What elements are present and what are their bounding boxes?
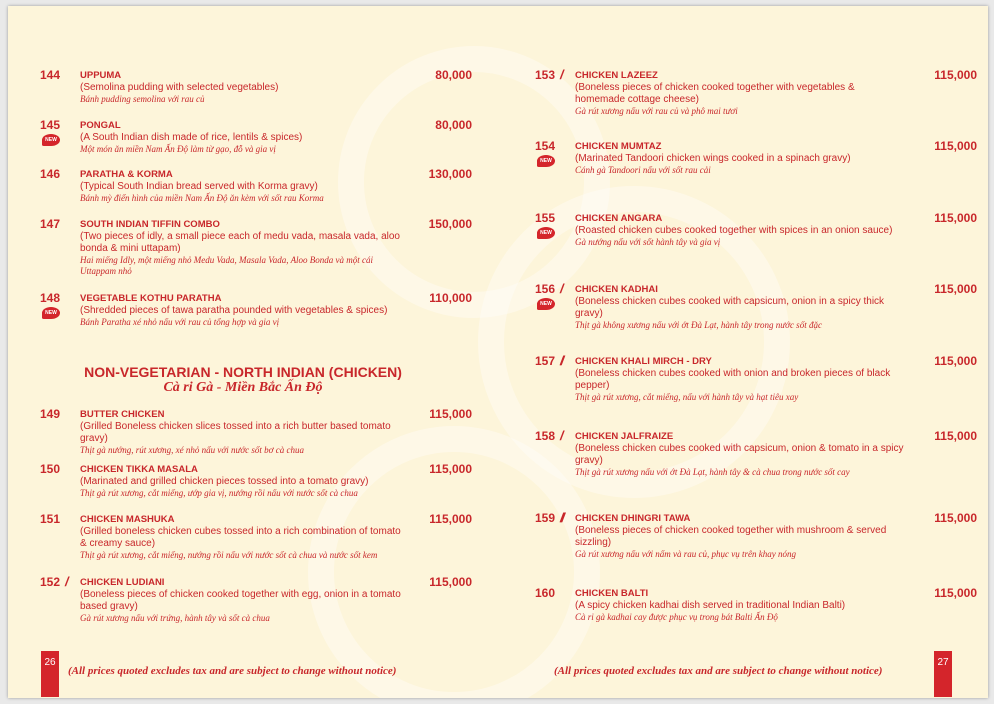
item-number: 155	[535, 211, 556, 225]
item-description: (Shredded pieces of tawa paratha pounded with vegetables & spices)	[80, 305, 388, 316]
new-badge-icon: NEW	[537, 227, 555, 239]
section-title: NON-VEGETARIAN - NORTH INDIAN (CHICKEN)	[84, 364, 402, 380]
item-details	[575, 70, 905, 117]
item-price: 130,000	[428, 167, 472, 181]
item-number: 146	[40, 167, 61, 181]
item-name: BUTTER CHICKEN	[80, 409, 165, 420]
item-name: CHICKEN BALTI	[575, 588, 649, 599]
item-description: (Typical South Indian bread served with Korma gravy)	[80, 181, 318, 192]
item-name: CHICKEN DHINGRI TAWA	[575, 513, 691, 524]
item-details	[80, 219, 410, 277]
item-number: 154	[535, 139, 556, 153]
item-details	[80, 409, 410, 456]
item-name: CHICKEN TIKKA MASALA	[80, 464, 198, 475]
item-description-vietnamese: Bánh mỳ điển hình của miền Nam Ấn Độ ăn kèm với sốt rau Korma	[80, 193, 324, 203]
item-price: 115,000	[429, 407, 472, 421]
item-details	[575, 213, 905, 248]
item-price: 115,000	[934, 511, 977, 525]
item-description-vietnamese: Bánh Paratha xé nhỏ nấu với rau củ tổng hợp và gia vị	[80, 317, 280, 327]
item-description-vietnamese: Thịt gà nướng, rút xương, xé nhỏ nấu với nước sốt bơ cà chua	[80, 445, 304, 455]
item-description-vietnamese: Thịt gà rút xương, cắt miếng, nướng rồi nấu với nước sốt cà chua và nước sốt kem	[80, 550, 378, 560]
item-description-vietnamese: Cánh gà Tandoori nấu với sốt rau cải	[575, 165, 711, 175]
item-description-vietnamese: Hai miếng Idly, một miếng nhỏ Medu Vada, Masala Vada, Aloo Bonda và một cái Uttappam nhỏ	[80, 255, 374, 276]
item-number: 151	[40, 512, 61, 526]
item-description: (Boneless pieces of chicken cooked together with vegetables & homemade cottage cheese)	[575, 82, 855, 105]
item-price: 150,000	[428, 217, 472, 231]
chili-spicy-icon: ///	[560, 510, 562, 525]
item-number: 158	[535, 429, 556, 443]
item-number: 153	[535, 68, 556, 82]
item-details	[80, 514, 410, 561]
item-price: 115,000	[934, 586, 977, 600]
section-subtitle: Cà ri Gà - Miền Bắc Ấn Độ	[163, 380, 323, 395]
item-name: CHICKEN MUMTAZ	[575, 141, 662, 152]
item-description-vietnamese: Một món ăn miền Nam Ấn Độ làm từ gạo, đỗ và gia vị	[80, 144, 276, 154]
price-disclaimer: (All prices quoted excludes tax and are subject to change without notice)	[68, 665, 397, 677]
item-price: 115,000	[429, 512, 472, 526]
price-disclaimer: (All prices quoted excludes tax and are subject to change without notice)	[554, 665, 883, 677]
item-number: 152	[40, 575, 61, 589]
item-number: 147	[40, 217, 61, 231]
item-description-vietnamese: Cà ri gà kadhai cay được phục vụ trong bát Balti Ấn Độ	[575, 612, 778, 622]
item-details	[80, 120, 410, 155]
item-price: 115,000	[934, 429, 977, 443]
item-description: (Boneless pieces of chicken cooked together with egg, onion in a tomato based gravy)	[80, 589, 401, 612]
item-description-vietnamese: Thịt gà rút xương, cắt miếng, nấu với hành tây và hạt tiêu xay	[575, 392, 799, 402]
item-number: 149	[40, 407, 61, 421]
item-details	[575, 431, 905, 478]
item-description: (Roasted chicken cubes cooked together with spices in an onion sauce)	[575, 225, 893, 236]
item-description-vietnamese: Gà nướng nấu với sốt hành tây và gia vị	[575, 237, 721, 247]
item-name: PARATHA & KORMA	[80, 169, 173, 180]
item-price: 115,000	[934, 354, 977, 368]
item-price: 115,000	[934, 139, 977, 153]
item-number: 156	[535, 282, 556, 296]
item-description-vietnamese: Gà rút xương nấu với nấm và rau củ, phục vụ trên khay nóng	[575, 549, 796, 559]
item-price: 115,000	[934, 282, 977, 296]
item-price: 115,000	[934, 68, 977, 82]
item-price: 115,000	[934, 211, 977, 225]
page-number: 26	[41, 651, 59, 697]
item-number: 145	[40, 118, 61, 132]
chili-spicy-icon: /	[65, 574, 66, 589]
item-details	[575, 141, 905, 176]
item-name: PONGAL	[80, 120, 121, 131]
item-details	[575, 356, 905, 403]
item-details	[575, 284, 905, 331]
item-description: (Boneless chicken cubes cooked with onion and broken pieces of black pepper)	[575, 368, 891, 391]
item-description: (Marinated Tandoori chicken wings cooked in a spinach gravy)	[575, 153, 851, 164]
item-description-vietnamese: Gà rút xương nấu với rau củ và phô mai tươi	[575, 106, 738, 116]
item-description: (Grilled Boneless chicken slices tossed into a rich butter based tomato gravy)	[80, 421, 391, 444]
item-price: 80,000	[435, 118, 472, 132]
item-details	[575, 588, 905, 623]
item-price: 80,000	[435, 68, 472, 82]
item-price: 110,000	[429, 291, 472, 305]
item-description: (Boneless chicken cubes cooked with capsicum, onion & tomato in a spicy gravy)	[575, 443, 904, 466]
item-details	[80, 464, 410, 499]
item-description-vietnamese: Bánh pudding semolina với rau củ	[80, 94, 205, 104]
item-description-vietnamese: Thịt gà rút xương nấu với ớt Đà Lạt, hành tây & cà chua trong nước sốt cay	[575, 467, 850, 477]
item-name: CHICKEN MASHUKA	[80, 514, 175, 525]
item-description: (Marinated and grilled chicken pieces tossed into a tomato gravy)	[80, 476, 369, 487]
item-description: (Grilled boneless chicken cubes tossed into a rich combination of tomato & creamy sauce)	[80, 526, 401, 549]
item-name: CHICKEN ANGARA	[575, 213, 663, 224]
chili-spicy-icon: /	[560, 67, 561, 82]
item-description: (Boneless chicken cubes cooked with capsicum, onion in a spicy thick gravy)	[575, 296, 885, 319]
item-number: 157	[535, 354, 556, 368]
item-description: (A South Indian dish made of rice, lentils & spices)	[80, 132, 303, 143]
item-name: UPPUMA	[80, 70, 122, 81]
item-details	[80, 577, 410, 624]
item-number: 160	[535, 586, 556, 600]
item-price: 115,000	[429, 462, 472, 476]
item-name: VEGETABLE KOTHU PARATHA	[80, 293, 222, 304]
item-description: (A spicy chicken kadhai dish served in traditional Indian Balti)	[575, 600, 846, 611]
chili-spicy-icon: /	[560, 281, 561, 296]
chili-spicy-icon: /	[560, 428, 561, 443]
item-name: CHICKEN JALFRAIZE	[575, 431, 674, 442]
item-name: CHICKEN LAZEEZ	[575, 70, 658, 81]
new-badge-icon: NEW	[42, 134, 60, 146]
item-name: SOUTH INDIAN TIFFIN COMBO	[80, 219, 220, 230]
item-number: 144	[40, 68, 61, 82]
new-badge-icon: NEW	[537, 155, 555, 167]
item-details	[80, 169, 410, 204]
menu-spread	[8, 6, 988, 698]
right-page	[498, 6, 988, 698]
item-description-vietnamese: Thịt gà không xương nấu với ớt Đà Lạt, hành tây trong nước sốt đặc	[575, 320, 822, 330]
item-name: CHICKEN KADHAI	[575, 284, 658, 295]
new-badge-icon: NEW	[537, 298, 555, 310]
item-details	[80, 70, 410, 105]
item-number: 159	[535, 511, 556, 525]
item-details	[575, 513, 905, 560]
item-description: (Two pieces of idly, a small piece each of medu vada, masala vada, aloo bonda & mini uttapam)	[80, 231, 400, 254]
item-number: 148	[40, 291, 61, 305]
item-details	[80, 293, 410, 328]
item-price: 115,000	[429, 575, 472, 589]
item-description-vietnamese: Thịt gà rút xương, cắt miếng, ướp gia vị, nướng rồi nấu với nước sốt cà chua	[80, 488, 358, 498]
item-description: (Semolina pudding with selected vegetables)	[80, 82, 279, 93]
new-badge-icon: NEW	[42, 307, 60, 319]
item-description: (Boneless pieces of chicken cooked together with mushroom & served sizzling)	[575, 525, 887, 548]
item-name: CHICKEN LUDIANI	[80, 577, 165, 588]
item-name: CHICKEN KHALI MIRCH - DRY	[575, 356, 712, 367]
left-page	[8, 6, 498, 698]
item-number: 150	[40, 462, 61, 476]
chili-spicy-icon: //	[560, 353, 562, 368]
item-description-vietnamese: Gà rút xương nấu với trứng, hành tây và sốt cà chua	[80, 613, 270, 623]
page-number: 27	[934, 651, 952, 697]
